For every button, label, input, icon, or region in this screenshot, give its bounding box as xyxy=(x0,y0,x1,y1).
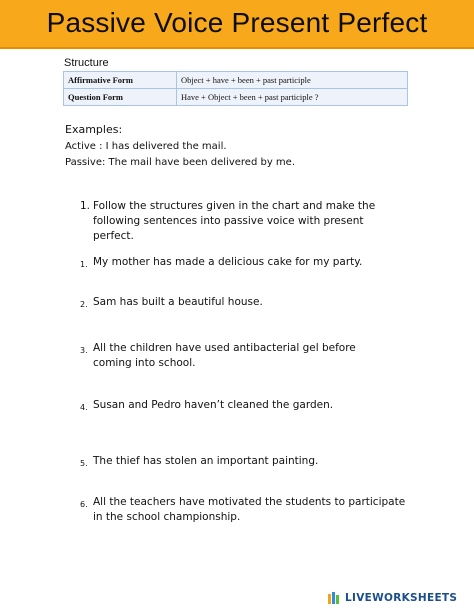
example-active: Active : I has delivered the mail. xyxy=(65,141,227,152)
item-text: My mother has made a delicious cake for my party. xyxy=(93,256,363,268)
table-row xyxy=(64,72,408,89)
item-number: 6. xyxy=(80,500,88,509)
structure-table xyxy=(63,71,408,106)
item-number: 4. xyxy=(80,403,88,412)
item-text: The thief has stolen an important painting. xyxy=(93,455,319,467)
item-text: All the children have used antibacterial gel before coming into school. xyxy=(93,342,356,369)
item-text: Susan and Pedro haven’t cleaned the garden. xyxy=(93,399,334,411)
form-name-cell: Affirmative Form xyxy=(64,72,177,89)
liveworksheets-logo[interactable] xyxy=(328,591,457,605)
exercise-item xyxy=(80,295,420,310)
exercise-item xyxy=(80,341,380,371)
item-number: 3. xyxy=(80,346,88,355)
form-pattern-cell: Have + Object + been + past participle ? xyxy=(177,89,408,106)
title-banner xyxy=(0,0,474,49)
table-row xyxy=(64,89,408,106)
form-name-cell: Question Form xyxy=(64,89,177,106)
structure-label: Structure xyxy=(64,57,109,69)
exercise-item xyxy=(80,495,410,525)
instruction xyxy=(80,199,400,244)
brand-text: LIVEWORKSHEETS xyxy=(345,592,458,604)
item-number: 2. xyxy=(80,300,88,309)
item-number: 5. xyxy=(80,459,88,468)
page-title: Passive Voice Present Perfect xyxy=(46,7,428,38)
exercise-item xyxy=(80,255,420,270)
instruction-number: 1. xyxy=(80,200,91,212)
exercise-item xyxy=(80,398,420,413)
examples-label: Examples: xyxy=(65,123,123,136)
form-pattern-cell: Object + have + been + past participle xyxy=(177,72,408,89)
instruction-text: Follow the structures given in the chart and make the following sentences into passive voice with present perfect. xyxy=(93,200,376,242)
item-number: 1. xyxy=(80,260,88,269)
exercise-item xyxy=(80,454,420,469)
item-text: Sam has built a beautiful house. xyxy=(93,296,263,308)
example-passive: Passive: The mail have been delivered by me. xyxy=(65,157,296,168)
liveworksheets-logo-icon xyxy=(328,592,342,604)
item-text: All the teachers have motivated the students to participate in the school championship. xyxy=(93,496,406,523)
